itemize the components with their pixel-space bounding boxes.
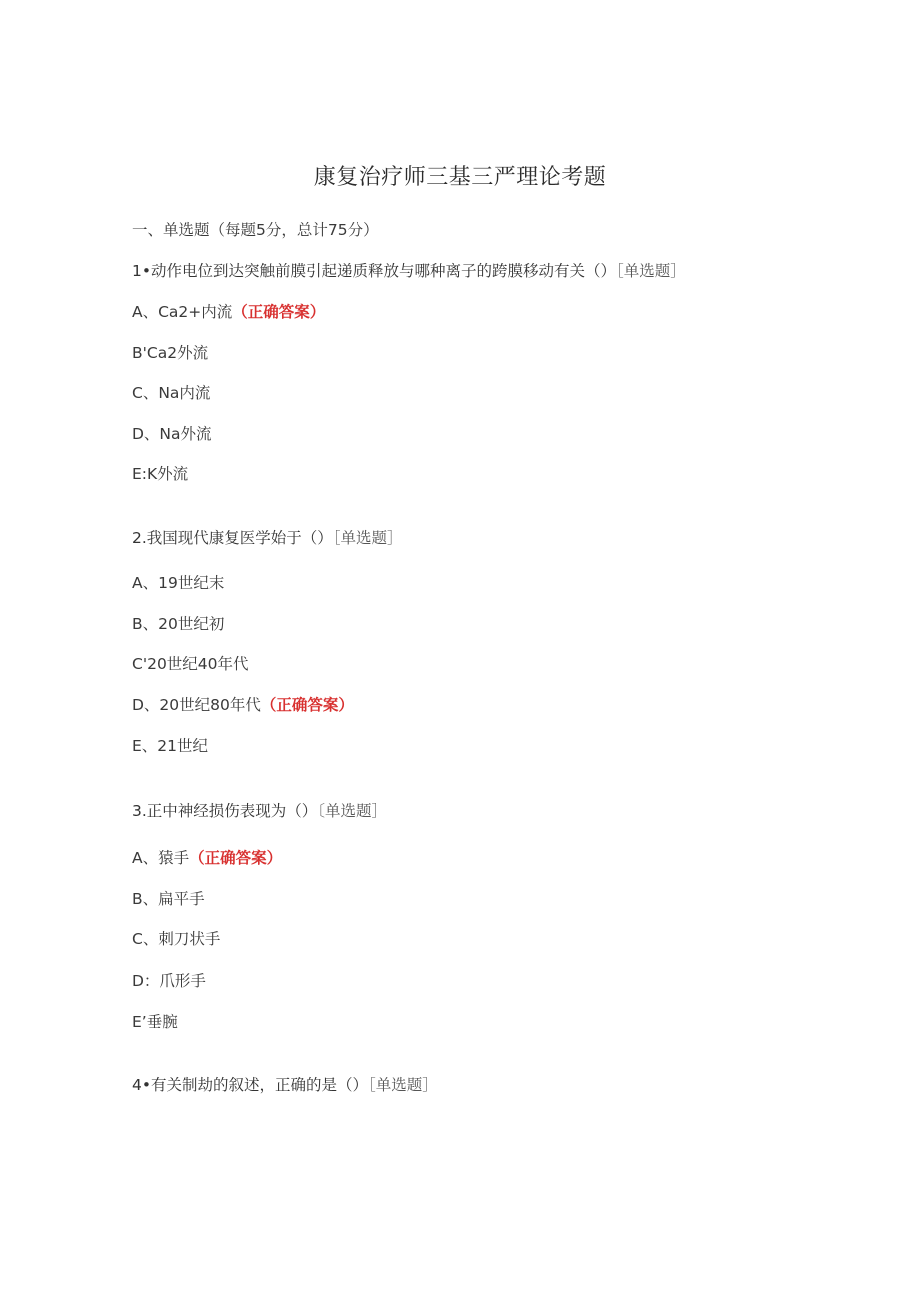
correct-answer-mark: （正确答案） (232, 303, 326, 321)
option-item (132, 383, 210, 403)
option-text: C、刺刀状手 (132, 930, 221, 948)
question-stem (132, 261, 686, 281)
option-text: E’垂腕 (132, 1013, 178, 1031)
option-text: B'Ca2外流 (132, 344, 209, 362)
question-type-tag: ［单选题］ (616, 262, 686, 280)
correct-answer-mark: （正确答案） (189, 849, 283, 867)
option-item (132, 889, 205, 909)
section-heading: 一、单选题（每题5分，总计75分） (132, 221, 379, 239)
question-text: 4•有关制劫的叙述，正确的是（） (132, 1076, 369, 1094)
question-type-tag: ［单选题］ (368, 1076, 438, 1094)
page-title: 康复治疗师三基三严理论考题 (313, 165, 607, 190)
question-type-tag: ［单选题］ (332, 529, 403, 547)
option-item (132, 573, 224, 593)
option-item (132, 424, 212, 444)
option-item (132, 695, 354, 715)
option-item (132, 464, 188, 484)
question-text: 3.正中神经损伤表现为（） (132, 802, 318, 820)
option-text: B、扁平手 (132, 890, 205, 908)
option-item (132, 343, 208, 363)
question-stem (132, 1075, 438, 1095)
option-text: C、Na内流 (132, 384, 211, 402)
option-text: A、猿手 (132, 849, 190, 867)
correct-answer-mark: （正确答案） (260, 696, 354, 714)
question-text: 2.我国现代康复医学始于（） (132, 529, 333, 547)
option-text: A、Ca2+内流 (132, 303, 233, 321)
option-text: D、Na外流 (132, 425, 212, 443)
option-text: D：爪形手 (132, 972, 206, 990)
option-text: A、19世纪末 (132, 574, 225, 592)
option-text: E、21世纪 (132, 737, 209, 755)
question-stem (132, 801, 387, 821)
option-item (132, 929, 220, 949)
option-text: B、20世纪初 (132, 615, 225, 633)
option-item (132, 654, 249, 674)
question-type-tag: 〔单选题］ (317, 802, 388, 820)
question-stem (132, 528, 403, 548)
option-text: C'20世纪40年代 (132, 655, 249, 673)
option-item (132, 302, 325, 322)
option-item (132, 614, 224, 634)
option-item (132, 848, 282, 868)
option-text: D、20世纪80年代 (132, 696, 261, 714)
question-text: 1•动作电位到达突触前膜引起递质释放与哪种离子的跨膜移动有关（） (132, 262, 617, 280)
option-item (132, 971, 206, 991)
option-item (132, 736, 208, 756)
option-item (132, 1012, 178, 1032)
option-text: E:K外流 (132, 465, 189, 483)
